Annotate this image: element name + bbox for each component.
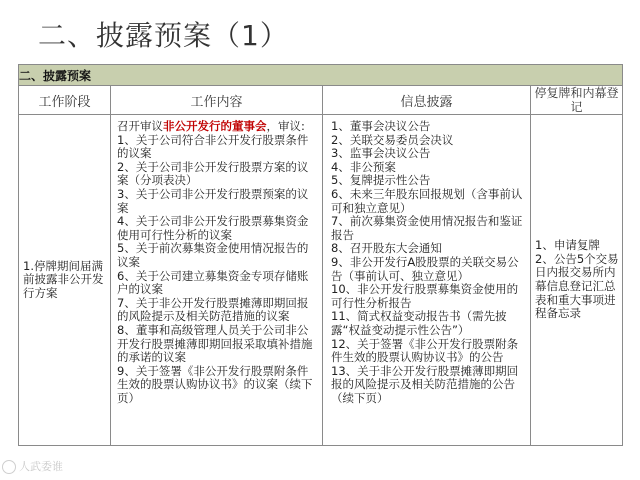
- disclosure-item: 11、简式权益变动报告书（需先披露“权益变动提示性公告”）: [331, 309, 507, 337]
- section-row: [19, 65, 623, 86]
- content-item: 2、关于公司非公开发行股票方案的议案（分项表决）: [117, 159, 309, 188]
- halt-item: 2、公告5个交易日内报交易所内幕信息登记汇总表和重大事项进程备忘录: [535, 251, 619, 321]
- content-cell: [111, 115, 323, 446]
- content-item: 1、关于公司符合非公开发行股票条件的议案: [117, 132, 309, 161]
- disclosure-item: 3、监事会决议公告: [331, 146, 431, 161]
- watermark: [2, 458, 63, 474]
- header-disclosure: 信息披露: [323, 86, 531, 115]
- disclosure-item: 4、非公预案: [331, 159, 396, 174]
- disclosure-item: 7、前次募集资金使用情况报告和鉴证报告: [331, 214, 523, 242]
- disclosure-cell: [323, 115, 531, 446]
- disclosure-item: 13、关于非公开发行股票摊薄即期回报的风险提示及相关防范措施的公告（续下页）: [331, 363, 519, 405]
- disclosure-table: [18, 64, 623, 446]
- disclosure-item: 12、关于签署《非公开发行股票附条件生效的股票认购协议书》的公告: [331, 336, 519, 365]
- content-item: 9、关于签署《非公开发行股票附条件生效的股票认购协议书》的议案（续下页）: [117, 363, 313, 405]
- content-item: 8、董事和高级管理人员关于公司非公开发行股票摊薄即期回报采取填补措施的承诺的议案: [117, 322, 313, 365]
- header-content: 工作内容: [111, 86, 323, 115]
- content-item: 6、关于公司建立募集资金专项存储账户的议案: [117, 268, 309, 297]
- content-item: 5、关于前次募集资金使用情况报告的议案: [117, 241, 309, 269]
- table-row: [19, 115, 623, 446]
- watermark-logo-icon: [2, 460, 16, 474]
- halt-item: 1、申请复牌: [535, 238, 600, 253]
- content-item: 7、关于非公开发行股票摊薄即期回报的风险提示及相关防范措施的议案: [117, 295, 309, 324]
- intro-prefix: 召开审议: [117, 119, 163, 133]
- halt-cell: [531, 115, 623, 446]
- disclosure-item: 2、关联交易委员会决议: [331, 132, 454, 147]
- disclosure-item: 9、非公开发行A股股票的关联交易公告（事前认可、独立意见）: [331, 254, 519, 283]
- intro-highlight: 非公开发行的董事会: [163, 119, 267, 133]
- content-item: 3、关于公司非公开发行股票预案的议案: [117, 186, 309, 215]
- disclosure-item: 10、非公开发行股票募集资金使用的可行性分析报告: [331, 282, 519, 310]
- intro-suffix: ，审议:: [266, 119, 305, 133]
- stage-cell: 1.停牌期间届满前披露非公开发行方案: [19, 115, 111, 446]
- disclosure-item: 1、董事会决议公告: [331, 119, 431, 133]
- page-title: 二、披露预案（1）: [38, 19, 289, 52]
- header-stage: 工作阶段: [19, 86, 111, 115]
- disclosure-item: 8、召开股东大会通知: [331, 241, 442, 256]
- disclosure-item: 6、未来三年股东回报规划（含事前认可和独立意见）: [331, 186, 523, 215]
- watermark-text: 人武委谁: [19, 460, 63, 473]
- section-label: 二、披露预案: [19, 65, 623, 86]
- header-halt: 停复牌和内幕登记: [531, 86, 623, 115]
- disclosure-item: 5、复牌提示性公告: [331, 173, 431, 188]
- content-item: 4、关于公司非公开发行股票募集资金使用可行性分析的议案: [117, 214, 309, 242]
- header-row: [19, 86, 623, 115]
- content-intro: [117, 120, 316, 134]
